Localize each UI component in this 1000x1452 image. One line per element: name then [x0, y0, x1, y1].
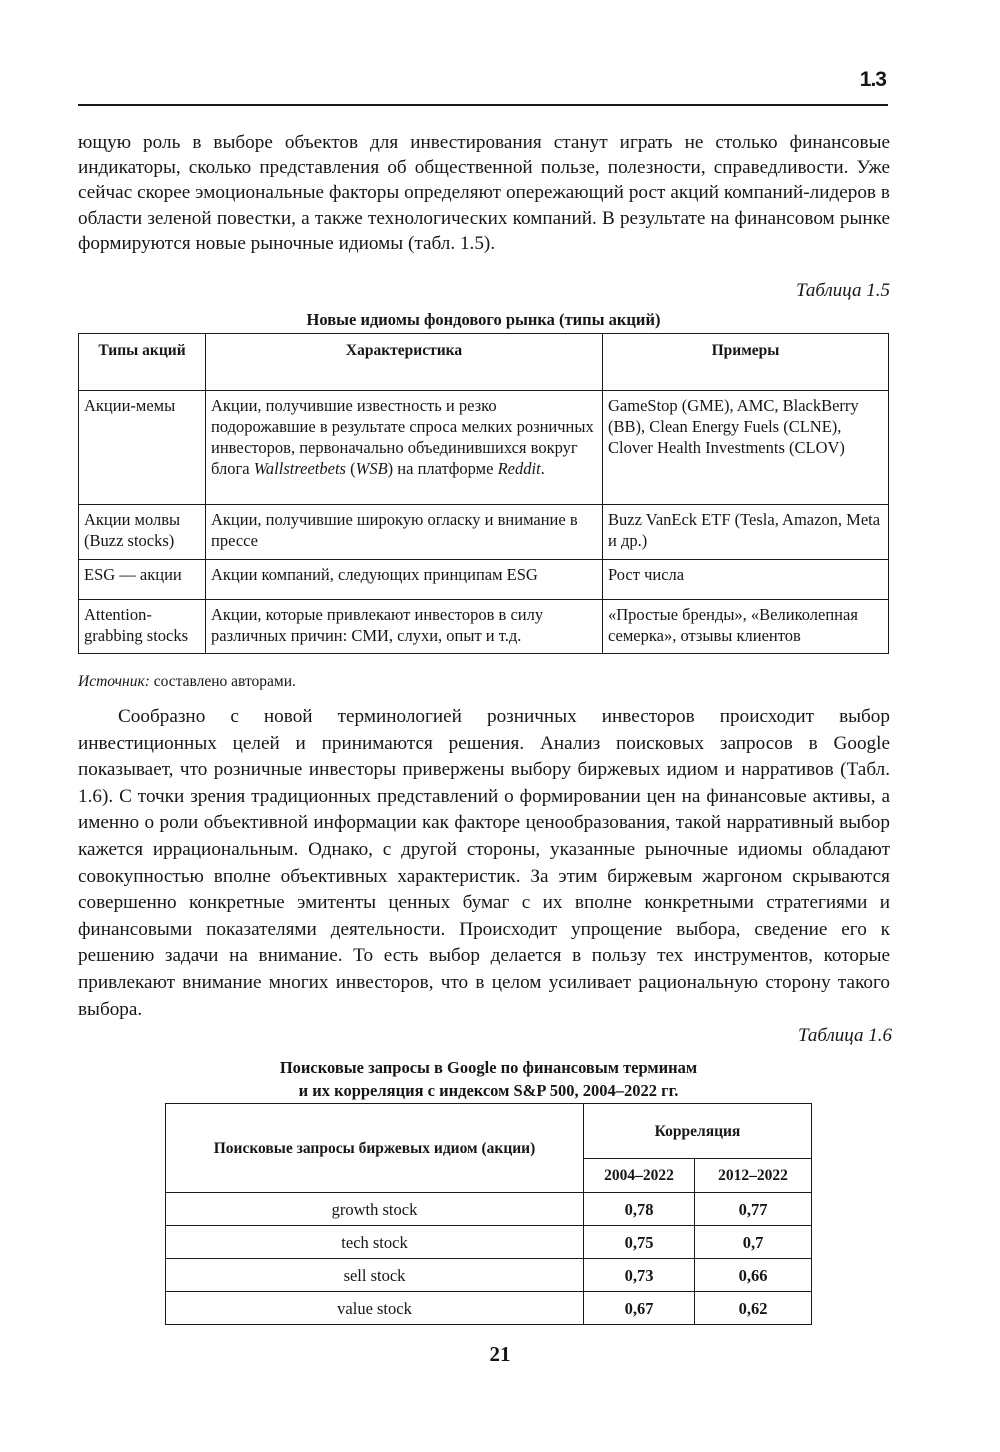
- cell-corr-2004-2022: 0,73: [584, 1259, 695, 1292]
- paragraph-2: [78, 704, 890, 1023]
- cell-type: Attention-grabbing stocks: [79, 600, 206, 654]
- table-row: [79, 391, 889, 505]
- cell-examples: Buzz VanEck ETF (Tesla, Amazon, Meta и др.): [603, 505, 889, 560]
- source-text: составлено авторами.: [149, 673, 296, 690]
- cell-query: value stock: [166, 1292, 584, 1325]
- column-header-period-1: 2004–2022: [584, 1159, 695, 1193]
- cell-corr-2004-2022: 0,67: [584, 1292, 695, 1325]
- table-source-note: [78, 673, 296, 691]
- cell-query: tech stock: [166, 1226, 584, 1259]
- cell-query: sell stock: [166, 1259, 584, 1292]
- table-1-6: [165, 1103, 812, 1325]
- table-row: [166, 1259, 812, 1292]
- column-header-types: Типы акций: [79, 334, 206, 391]
- section-number: 1.3: [859, 68, 886, 91]
- paragraph-2-text: Сообразно с новой терминологией розничных инвесторов происходит выбор инвестиционных целей и принимаются решения. Анализ поисковых запросов в Google показывает, что розничные инвесторы привержены выбору биржевых идиом и нарративов (Табл. 1.6). С точки зрения традиционных представлений о формировании цен на финансовые активы, а именно о роли объективной информации как факторе ценообразования, такой нарративный выбор кажется иррациональным. Однако, с другой стороны, указанные рыночные идиомы обладают совокупностью вполне объективных характеристик. За этим биржевым жаргоном скрываются совершенно конкретные эмитенты ценных бумаг с их вполне конкретными стратегиями и финансовыми показателями деятельности. Происходит упрощение выбора, сведение его к решению задачи на внимание. То есть выбор делается в пользу тех инструментов, которые привлекают внимание многих инвесторов, что в целом усиливает рациональную сторону такого выбора.: [78, 706, 890, 1020]
- cell-corr-2004-2022: 0,75: [584, 1226, 695, 1259]
- cell-query: growth stock: [166, 1193, 584, 1226]
- paragraph-1: [78, 130, 890, 256]
- source-label: Источник:: [78, 673, 150, 690]
- table-1-6-title-line-1: Поисковые запросы в Google по финансовым терминам: [279, 1058, 698, 1077]
- table-1-6-title-line-2: и их корреляция с индексом S&P 500, 2004–2022 гг.: [298, 1081, 679, 1100]
- italic-text: WSB: [355, 459, 388, 478]
- table-1-5-title: Новые идиомы фондового рынка (типы акций): [306, 310, 661, 329]
- column-header-query: Поисковые запросы биржевых идиом (акции): [166, 1104, 584, 1193]
- table-row: [79, 560, 889, 600]
- table-row: [166, 1292, 812, 1325]
- cell-type: ESG — акции: [79, 560, 206, 600]
- table-row: [166, 1226, 812, 1259]
- text: ) на платформе: [387, 459, 498, 478]
- table-row: [79, 600, 889, 654]
- cell-corr-2012-2022: 0,66: [695, 1259, 812, 1292]
- cell-corr-2012-2022: 0,77: [695, 1193, 812, 1226]
- text: (: [345, 459, 356, 478]
- table-1-6-label: Таблица 1.6: [798, 1025, 892, 1046]
- cell-type: Акции молвы (Buzz stocks): [79, 505, 206, 560]
- italic-text: Reddit: [497, 459, 541, 478]
- cell-characteristic: Акции, получившие широкую огласку и внимание в прессе: [206, 505, 603, 560]
- running-head: [78, 66, 888, 106]
- table-header-row: [166, 1104, 812, 1159]
- cell-characteristic: [206, 391, 603, 505]
- cell-characteristic: Акции, которые привлекают инвесторов в силу различных причин: СМИ, слухи, опыт и т.д.: [206, 600, 603, 654]
- table-header-row: [79, 334, 889, 391]
- page-number: 21: [489, 1342, 511, 1366]
- cell-type: Акции-мемы: [79, 391, 206, 505]
- cell-examples: Рост числа: [603, 560, 889, 600]
- column-header-characteristic: Характеристика: [206, 334, 603, 391]
- cell-corr-2004-2022: 0,78: [584, 1193, 695, 1226]
- text: .: [540, 459, 545, 478]
- table-row: [166, 1193, 812, 1226]
- cell-examples: GameStop (GME), AMC, BlackBerry (BB), Clean Energy Fuels (CLNE), Clover Health Investments (CLOV): [603, 391, 889, 505]
- cell-corr-2012-2022: 0,62: [695, 1292, 812, 1325]
- table-1-5: [78, 333, 889, 654]
- table-1-6-title: [165, 1056, 812, 1102]
- cell-corr-2012-2022: 0,7: [695, 1226, 812, 1259]
- paragraph-1-text: ющую роль в выборе объектов для инвестирования станут играть не столько финансовые индикаторы, сколько представления об общественной пользе, полезности, справедливости. Уже сейчас скорее эмоциональные факторы определяют опережающий рост акций компаний-лидеров в области зеленой повестки, а также технологических компаний. В результате на финансовом рынке формируются новые рыночные идиомы (табл. 1.5).: [78, 132, 890, 254]
- cell-examples: «Простые бренды», «Великолепная семерка», отзывы клиентов: [603, 600, 889, 654]
- column-header-examples: Примеры: [603, 334, 889, 391]
- table-1-5-label: Таблица 1.5: [796, 280, 890, 301]
- text: Акции, получившие известность и резко подорожавшие в результате спроса мелких розничных инвесторов, первоначально объединившихся вокруг блога: [211, 396, 594, 478]
- italic-text: Wallstreetbets: [253, 459, 346, 478]
- column-header-correlation: Корреляция: [584, 1104, 812, 1159]
- column-header-period-2: 2012–2022: [695, 1159, 812, 1193]
- cell-characteristic: Акции компаний, следующих принципам ESG: [206, 560, 603, 600]
- table-row: [79, 505, 889, 560]
